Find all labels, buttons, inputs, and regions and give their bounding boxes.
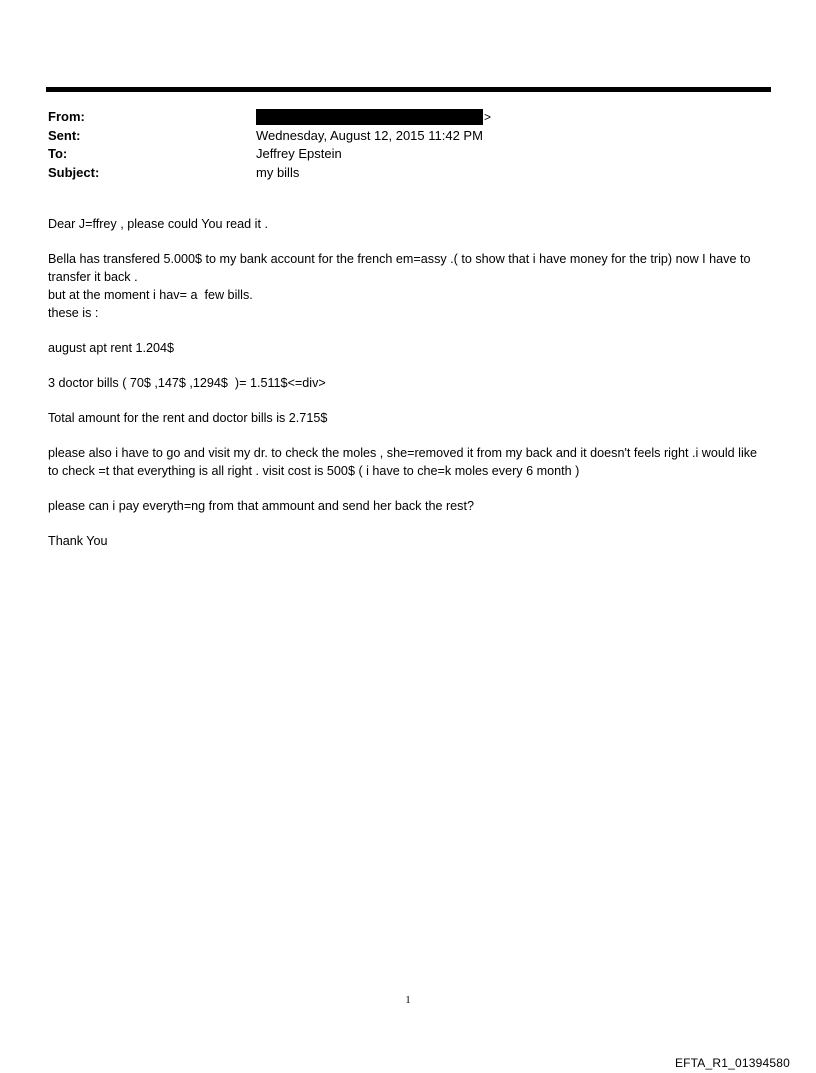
body-line-these: these is :	[48, 306, 99, 320]
email-header	[48, 108, 768, 182]
from-value-tail: >	[484, 110, 492, 124]
to-row	[48, 145, 768, 164]
body-paragraph-visit: please also i have to go and visit my dr. to check the moles , she=removed it from my back and it doesn't feels right .i would like to check =t that everything is all right . visit cost is 500$ ( i have to che=k moles every 6 month )	[48, 446, 761, 478]
body-line-request: please can i pay everyth=ng from that ammount and send her back the rest?	[48, 499, 474, 513]
to-label: To:	[48, 146, 68, 161]
sent-row	[48, 127, 768, 146]
document-id: EFTA_R1_01394580	[674, 1056, 790, 1070]
from-row	[48, 108, 768, 127]
subject-value: my bills	[256, 164, 300, 180]
subject-label: Subject:	[48, 164, 100, 180]
redaction-block	[256, 109, 483, 125]
body-line-doctor-bills: 3 doctor bills ( 70$ ,147$ ,1294$ )= 1.511$<=div>	[48, 376, 326, 390]
from-value	[256, 108, 768, 127]
body-line-bills: but at the moment i hav= a few bills.	[48, 288, 253, 302]
body-paragraph-transfer: Bella has transfered 5.000$ to my bank account for the french em=assy .( to show that i have money for the trip) now I have to transfer it back .	[48, 252, 754, 284]
greeting: Dear J=ffrey , please could You read it .	[48, 217, 268, 231]
page-number: 1	[405, 994, 411, 1006]
header-divider	[46, 87, 771, 92]
to-value: Jeffrey Epstein	[256, 146, 342, 161]
from-label: From:	[48, 109, 85, 124]
sent-value: Wednesday, August 12, 2015 11:42 PM	[256, 127, 483, 143]
closing: Thank You	[48, 534, 108, 548]
subject-row	[48, 164, 768, 183]
body-line-rent: august apt rent 1.204$	[48, 341, 175, 355]
body-line-total: Total amount for the rent and doctor bills is 2.715$	[48, 411, 328, 425]
sent-label: Sent:	[48, 127, 81, 143]
email-body	[48, 215, 768, 567]
